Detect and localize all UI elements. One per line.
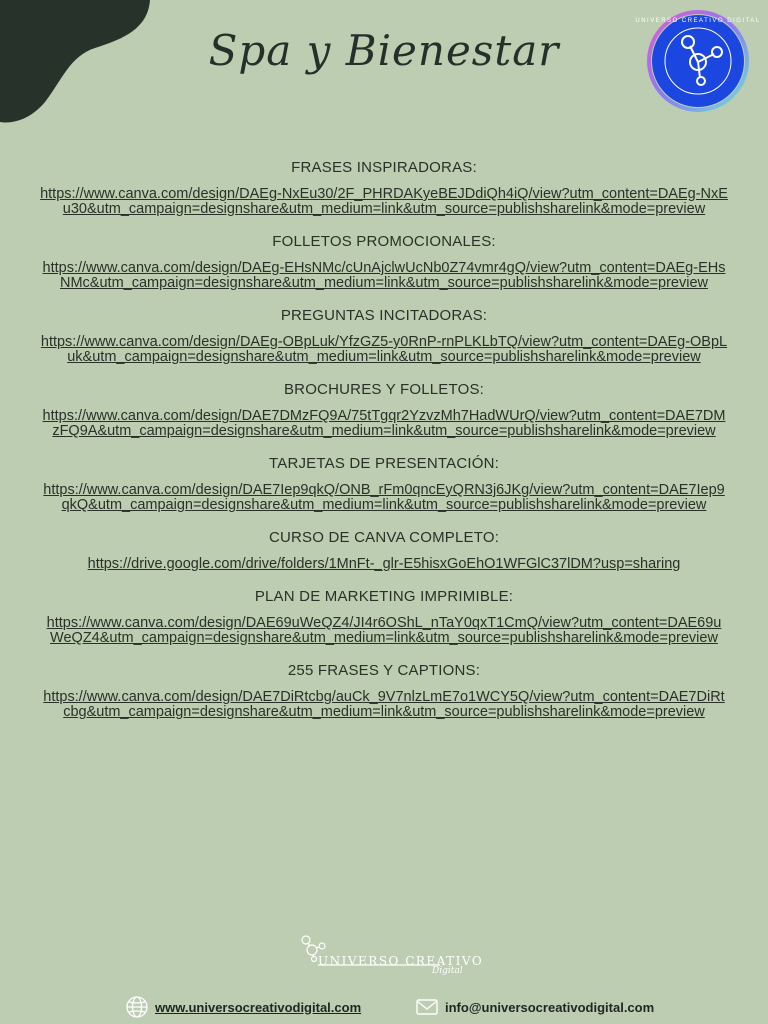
section-heading: CURSO DE CANVA COMPLETO: bbox=[268, 529, 500, 546]
section-link[interactable]: https://www.canva.com/design/DAE69uWeQZ4/JI4r6OShL_nTaY0qxT1CmQ/view?utm_content=DAE69uWeQZ4&utm_campaign=designshare&utm_medium=link&utm_source=publishsharelink&mode=preview bbox=[46, 615, 722, 646]
website-link[interactable]: www.universocreativodigital.com bbox=[155, 999, 362, 1015]
footer-contact bbox=[0, 994, 768, 1020]
universo-creativo-badge-logo bbox=[635, 10, 761, 112]
section-folletos-promocionales bbox=[40, 232, 728, 291]
section-heading: TARJETAS DE PRESENTACIÓN: bbox=[268, 455, 500, 472]
section-255-frases bbox=[40, 661, 728, 720]
section-preguntas-incitadoras bbox=[40, 306, 728, 365]
section-link[interactable]: https://www.canva.com/design/DAEg-OBpLuk/YfzGZ5-y0RnP-rnPLKLbTQ/view?utm_content=DAEg-OBpLuk&utm_campaign=designshare&utm_medium=link&utm_source=publishsharelink&mode=preview bbox=[40, 334, 728, 365]
section-plan-de-marketing bbox=[40, 587, 728, 646]
badge-text: UNIVERSO CREATIVO DIGITAL bbox=[635, 18, 761, 24]
mail-icon bbox=[414, 994, 440, 1020]
footer-logo-subtext: Digital bbox=[432, 966, 463, 976]
email-contact[interactable] bbox=[414, 994, 654, 1020]
website-contact[interactable] bbox=[124, 994, 361, 1020]
section-link[interactable]: https://www.canva.com/design/DAE7DiRtcbg/auCk_9V7nlzLmE7o1WCY5Q/view?utm_content=DAE7DiRtcbg&utm_campaign=designshare&utm_medium=link&utm_source=publishsharelink&mode=preview bbox=[43, 689, 725, 720]
links-list bbox=[40, 158, 728, 735]
section-link[interactable]: https://www.canva.com/design/DAE7DMzFQ9A/75tTgqr2YzvzMh7HadWUrQ/view?utm_content=DAE7DMzFQ9A&utm_campaign=designshare&utm_medium=link&utm_source=publishsharelink&mode=preview bbox=[42, 408, 726, 439]
page-title: Spa y Bienestar bbox=[208, 26, 560, 75]
section-heading: PLAN DE MARKETING IMPRIMIBLE: bbox=[254, 588, 514, 605]
globe-icon bbox=[124, 994, 150, 1020]
section-brochures-y-folletos bbox=[40, 380, 728, 439]
section-frases-inspiradoras bbox=[40, 158, 728, 217]
section-heading: FRASES INSPIRADORAS: bbox=[291, 159, 477, 176]
section-heading: 255 FRASES Y CAPTIONS: bbox=[287, 662, 481, 679]
section-link[interactable]: https://www.canva.com/design/DAEg-EHsNMc/cUnAjclwUcNb0Z74vmr4gQ/view?utm_content=DAEg-EHsNMc&utm_campaign=designshare&utm_medium=link&utm_source=publishsharelink&mode=preview bbox=[42, 260, 726, 291]
section-heading: FOLLETOS PROMOCIONALES: bbox=[272, 233, 496, 250]
section-tarjetas-de-presentacion bbox=[40, 454, 728, 513]
section-heading: PREGUNTAS INCITADORAS: bbox=[280, 307, 488, 324]
section-heading: BROCHURES Y FOLLETOS: bbox=[283, 381, 485, 398]
section-link[interactable]: https://www.canva.com/design/DAE7Iep9qkQ/ONB_rFm0qncEyQRN3j6JKg/view?utm_content=DAE7Iep9qkQ&utm_campaign=designshare&utm_medium=link&utm_source=publishsharelink&mode=preview bbox=[43, 482, 725, 513]
footer-logo-text: UNIVERSO CREATIVO bbox=[318, 954, 484, 968]
section-curso-de-canva bbox=[40, 528, 728, 572]
section-link[interactable]: https://drive.google.com/drive/folders/1MnFt-_glr-E5hisxGoEhO1WFGlC37lDM?usp=sharing bbox=[87, 556, 681, 572]
email-link[interactable]: info@universocreativodigital.com bbox=[445, 999, 655, 1015]
section-link[interactable]: https://www.canva.com/design/DAEg-NxEu30/2F_PHRDAKyeBEJDdiQh4iQ/view?utm_content=DAEg-NxEu30&utm_campaign=designshare&utm_medium=link&utm_source=publishsharelink&mode=preview bbox=[40, 186, 728, 217]
